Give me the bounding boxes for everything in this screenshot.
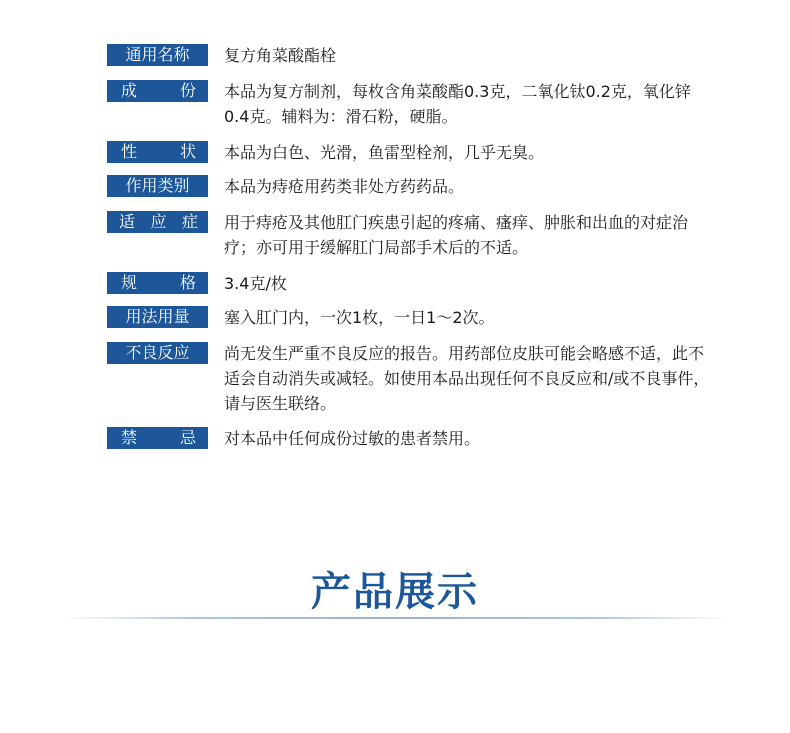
spec-label-char: 忌 (179, 428, 196, 447)
spec-label-char: 规 (121, 273, 138, 292)
spec-label-char: 状 (179, 142, 196, 161)
spec-label-indications (107, 211, 208, 233)
section-divider (60, 617, 730, 619)
spec-value-dosage: 塞入肛门内，一次1枚，一日1～2次。 (224, 308, 495, 327)
spec-label-char: 性 (121, 142, 138, 161)
spec-label-char: 应 (150, 212, 167, 231)
section-title: 产品展示 (311, 569, 479, 615)
spec-label-text: 通用名称 (125, 45, 190, 64)
spec-label-generic-name (107, 44, 208, 66)
spec-label-char: 适 (119, 212, 136, 231)
spec-value-contraindications: 对本品中任何成份过敏的患者禁用。 (224, 429, 481, 448)
spec-label-char: 禁 (121, 428, 138, 447)
spec-label-dosage (107, 306, 208, 328)
spec-label-appearance (107, 141, 208, 163)
spec-value-generic-name: 复方角菜酸酯栓 (224, 46, 337, 65)
spec-value-ingredients: 本品为复方制剂，每枚含角菜酸酯0.3克，二氧化钛0.2克，氧化锌0.4克。辅料为：滑石粉，硬脂。 (224, 82, 691, 126)
spec-label-char: 成 (121, 81, 138, 100)
spec-label-text: 用法用量 (125, 307, 190, 326)
spec-value-appearance: 本品为白色、光滑，鱼雷型栓剂，几乎无臭。 (224, 143, 545, 162)
spec-label-adverse-reactions (107, 342, 208, 364)
spec-label-category (107, 175, 208, 197)
spec-label-char: 症 (181, 212, 198, 231)
spec-value-specification: 3.4克/枚 (224, 274, 287, 293)
spec-label-char: 份 (179, 81, 196, 100)
spec-label-specification (107, 272, 208, 294)
spec-label-text: 作用类别 (125, 176, 190, 195)
spec-label-contraindications (107, 427, 208, 449)
spec-label-char: 格 (179, 273, 196, 292)
spec-value-indications: 用于痔疮及其他肛门疾患引起的疼痛、瘙痒、肿胀和出血的对症治疗；亦可用于缓解肛门局部手术后的不适。 (224, 213, 689, 257)
spec-value-adverse-reactions: 尚无发生严重不良反应的报告。用药部位皮肤可能会略感不适，此不适会自动消失或减轻。如使用本品出现任何不良反应和/或不良事件，请与医生联络。 (224, 344, 710, 413)
spec-label-ingredients (107, 80, 208, 102)
spec-value-category: 本品为痔疮用药类非处方药药品。 (224, 177, 465, 196)
spec-label-text: 不良反应 (125, 343, 190, 362)
